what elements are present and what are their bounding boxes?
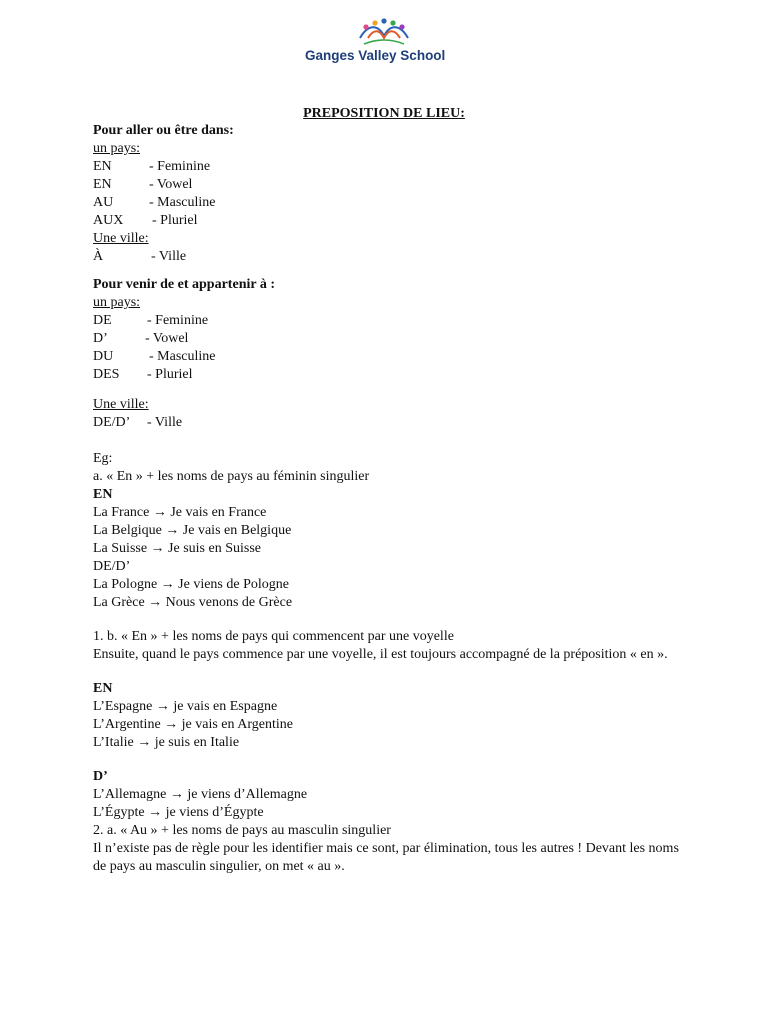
prep: DE/D’: [93, 415, 131, 430]
section2-ville-label: Une ville:: [93, 397, 149, 412]
prep-desc: - Pluriel: [152, 213, 198, 228]
section1-ville-label: Une ville:: [93, 231, 149, 246]
section1-pays-label: un pays:: [93, 141, 141, 156]
prep-desc: - Vowel: [149, 177, 193, 192]
section1-heading: Pour aller ou être dans:: [93, 123, 234, 138]
section2-row: [93, 348, 693, 366]
prep-desc: - Pluriel: [147, 367, 193, 382]
document-body: [93, 122, 693, 876]
example-line: L’Italie → je suis en Italie: [93, 735, 240, 750]
example-line: La Pologne → Je viens de Pologne: [93, 577, 289, 592]
prep: DU: [93, 349, 114, 364]
section2-row: [93, 330, 693, 348]
prep-desc: - Feminine: [149, 159, 211, 174]
examples-d-label: D’: [93, 769, 108, 784]
example-line: La Suisse → Je suis en Suisse: [93, 541, 261, 556]
prep: DE: [93, 313, 112, 328]
prep-desc: - Ville: [151, 249, 187, 264]
school-name: Ganges Valley School: [305, 48, 446, 63]
prep: DES: [93, 367, 120, 382]
section1-row: [93, 194, 693, 212]
examples-en-label: EN: [93, 487, 113, 502]
example-line: La France → Je vais en France: [93, 505, 267, 520]
section1-row: [93, 176, 693, 194]
section1-row: [93, 158, 693, 176]
section2-ville-row: [93, 414, 693, 432]
section2-pays-label: un pays:: [93, 295, 141, 310]
prep: EN: [93, 159, 112, 174]
prep: D’: [93, 331, 108, 346]
section1-row: [93, 212, 693, 230]
prep-desc: - Feminine: [147, 313, 209, 328]
prep-desc: - Masculine: [149, 195, 216, 210]
examples-c-intro: 2. a. « Au » + les noms de pays au masculin singulier: [93, 823, 391, 838]
section1-ville-row: [93, 248, 693, 266]
prep: À: [93, 249, 104, 264]
example-line: La Grèce → Nous venons de Grèce: [93, 595, 293, 610]
page-title: PREPOSITION DE LIEU:: [303, 106, 465, 121]
examples-eg: Eg:: [93, 451, 113, 466]
examples-en2-label: EN: [93, 681, 113, 696]
school-logo-icon: [354, 18, 414, 48]
example-line: L’Égypte → je viens d’Égypte: [93, 805, 264, 820]
example-line: L’Espagne → je vais en Espagne: [93, 699, 278, 714]
examples-b-text: Ensuite, quand le pays commence par une voyelle, il est toujours accompagné de la préposition « en ».: [93, 647, 668, 662]
section2-row: [93, 312, 693, 330]
prep-desc: - Vowel: [145, 331, 189, 346]
prep-desc: - Ville: [147, 415, 183, 430]
examples-ded-label: DE/D’: [93, 559, 131, 574]
prep: AUX: [93, 213, 124, 228]
section2-heading: Pour venir de et appartenir à :: [93, 277, 275, 292]
example-line: L’Argentine → je vais en Argentine: [93, 717, 293, 732]
examples-a-intro: a. « En » + les noms de pays au féminin singulier: [93, 469, 370, 484]
example-line: L’Allemagne → je viens d’Allemagne: [93, 787, 308, 802]
section2-row: [93, 366, 693, 384]
prep: EN: [93, 177, 112, 192]
school-logo: [300, 16, 470, 68]
prep-desc: - Masculine: [149, 349, 216, 364]
prep: AU: [93, 195, 114, 210]
examples-b-intro: 1. b. « En » + les noms de pays qui commencent par une voyelle: [93, 629, 454, 644]
example-line: La Belgique → Je vais en Belgique: [93, 523, 292, 538]
examples-c-text: Il n’existe pas de règle pour les identifier mais ce sont, par élimination, tous les autres ! Devant les noms de pays au masculin singulier, on met « au ».: [93, 841, 679, 874]
